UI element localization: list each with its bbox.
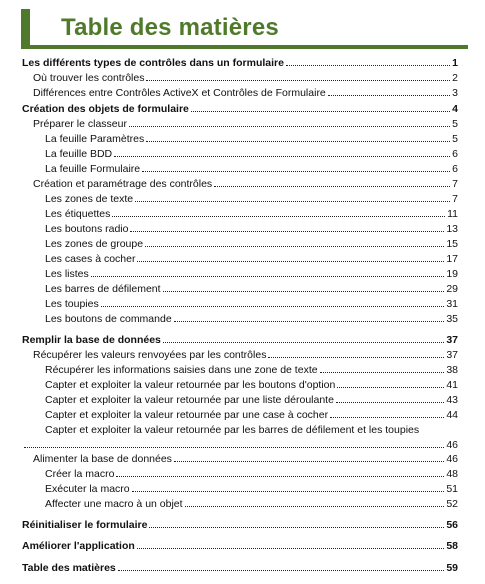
- dot-leader: [101, 306, 445, 307]
- toc-page-number: 41: [446, 379, 458, 391]
- toc-entry-text: Préparer le classeur: [33, 118, 127, 130]
- toc-page-number: 11: [447, 208, 458, 220]
- toc-entry[interactable]: [45, 206, 458, 220]
- toc-entry[interactable]: [45, 161, 458, 175]
- dot-leader: [137, 548, 445, 549]
- toc-page-number: 29: [446, 283, 458, 295]
- dot-leader: [146, 141, 450, 142]
- dot-leader: [328, 95, 450, 96]
- toc-entry[interactable]: [45, 266, 458, 280]
- toc-page-number: 56: [446, 519, 458, 531]
- dot-leader: [191, 111, 450, 112]
- toc-page-number: 13: [446, 223, 458, 235]
- toc-entry[interactable]: [45, 251, 458, 265]
- toc-entry[interactable]: [45, 407, 458, 421]
- toc-entry-text: La feuille BDD: [45, 148, 113, 160]
- dot-leader: [320, 372, 445, 373]
- dot-leader: [112, 216, 445, 217]
- toc-page-number: 5: [452, 118, 458, 130]
- dot-leader: [174, 321, 445, 322]
- toc-entry[interactable]: [22, 101, 458, 115]
- dot-leader: [336, 402, 444, 403]
- toc-entry[interactable]: [45, 481, 458, 495]
- toc-page-number: 7: [452, 178, 458, 190]
- dot-leader: [337, 387, 444, 388]
- dot-leader: [91, 276, 445, 277]
- toc-page-number: 3: [452, 87, 458, 99]
- toc-entry-text: Capter et exploiter la valeur retournée par les boutons d'option: [45, 379, 336, 391]
- toc-page-number: 51: [446, 483, 458, 495]
- toc-entry-text: La feuille Paramètres: [45, 133, 145, 145]
- dot-leader: [114, 156, 450, 157]
- toc-entry-text: Les barres de défilement: [45, 283, 161, 295]
- dot-leader: [330, 417, 444, 418]
- toc-entry[interactable]: [45, 362, 458, 376]
- toc-entry-text: Les toupies: [45, 298, 99, 310]
- toc-entry-text: Les étiquettes: [45, 208, 111, 220]
- toc-entry-text: Les boutons de commande: [45, 313, 172, 325]
- dot-leader: [130, 231, 444, 232]
- toc-entry-text: Exécuter la macro: [45, 483, 130, 495]
- toc-entry-text: Création des objets de formulaire: [22, 103, 189, 115]
- toc-page-number: 46: [446, 453, 458, 465]
- toc-page-number: 5: [452, 133, 458, 145]
- toc-page-number: 15: [446, 238, 458, 250]
- dot-leader: [116, 476, 444, 477]
- toc-entry[interactable]: [45, 191, 458, 205]
- toc-page-number: 44: [446, 409, 458, 421]
- toc-page-number: 38: [446, 364, 458, 376]
- toc-entry[interactable]: [45, 311, 458, 325]
- toc-entry[interactable]: [45, 496, 458, 510]
- dot-leader: [174, 461, 444, 462]
- dot-leader: [135, 201, 450, 202]
- toc-entry[interactable]: [45, 131, 458, 145]
- toc-page-number: 37: [446, 334, 458, 346]
- toc-page-number: 46: [446, 439, 458, 451]
- toc-page-number: 43: [446, 394, 458, 406]
- toc-page-number: 31: [446, 298, 458, 310]
- toc-page-number: 6: [452, 163, 458, 175]
- dot-leader: [268, 357, 444, 358]
- toc-entry-text: Remplir la base de données: [22, 334, 161, 346]
- toc-entry-text: Différences entre Contrôles ActiveX et Contrôles de Formulaire: [33, 87, 326, 99]
- dot-leader: [163, 342, 444, 343]
- toc-entry-text: Récupérer les informations saisies dans une zone de texte: [45, 364, 318, 376]
- dot-leader: [118, 570, 445, 571]
- toc-entry[interactable]: [33, 347, 458, 361]
- toc-page-number: 7: [452, 193, 458, 205]
- toc-entry-text: Alimenter la base de données: [33, 453, 172, 465]
- toc-entry-text: Les boutons radio: [45, 223, 129, 235]
- toc-entry[interactable]: [33, 85, 458, 99]
- toc-entry-text: Les zones de texte: [45, 193, 134, 205]
- toc-entry-text: Les cases à cocher: [45, 253, 136, 265]
- toc-entry[interactable]: [33, 176, 458, 190]
- toc-page-number: 19: [446, 268, 458, 280]
- toc-entry[interactable]: [45, 221, 458, 235]
- toc-entry[interactable]: [22, 538, 458, 552]
- toc-page-number: 52: [446, 498, 458, 510]
- toc-entry[interactable]: [45, 422, 462, 436]
- dot-leader: [24, 447, 444, 448]
- toc-entry[interactable]: [33, 116, 458, 130]
- toc-page-number: 1: [452, 57, 458, 69]
- toc-entry[interactable]: [45, 296, 458, 310]
- toc-entry-text: Capter et exploiter la valeur retournée par une liste déroulante: [45, 394, 334, 406]
- toc-entry-text: Améliorer l'application: [22, 540, 135, 552]
- toc-entry-text: Table des matières: [22, 562, 116, 574]
- toc-entry[interactable]: [22, 332, 458, 346]
- toc-entry-text: Les différents types de contrôles dans un formulaire: [22, 57, 284, 69]
- dot-leader: [132, 491, 445, 492]
- dot-leader: [185, 506, 445, 507]
- toc-entry-continuation[interactable]: [22, 437, 458, 451]
- toc-entry[interactable]: [22, 560, 458, 574]
- toc-entry-text: Où trouver les contrôles: [33, 72, 145, 84]
- toc-entry[interactable]: [33, 70, 458, 84]
- dot-leader: [146, 80, 450, 81]
- toc-entry[interactable]: [33, 451, 458, 465]
- toc-entry[interactable]: [22, 55, 458, 69]
- toc-page-number: 59: [446, 562, 458, 574]
- dot-leader: [137, 261, 444, 262]
- toc-entry[interactable]: [45, 466, 458, 480]
- dot-leader: [286, 65, 450, 66]
- toc-entry-text: Réinitialiser le formulaire: [22, 519, 148, 531]
- page-title: Table des matières: [61, 14, 279, 41]
- toc-page-number: 48: [446, 468, 458, 480]
- toc-entry[interactable]: [22, 517, 458, 531]
- dot-leader: [163, 291, 445, 292]
- toc-entry[interactable]: [45, 392, 458, 406]
- toc-entry-text: Les zones de groupe: [45, 238, 144, 250]
- toc-entry[interactable]: [45, 281, 458, 295]
- toc-page-number: 6: [452, 148, 458, 160]
- toc-page-number: 37: [446, 349, 458, 361]
- toc-entry-text: Récupérer les valeurs renvoyées par les contrôles: [33, 349, 267, 361]
- toc-entry-text: Création et paramétrage des contrôles: [33, 178, 213, 190]
- toc-entry-text: Affecter une macro à un objet: [45, 498, 183, 510]
- dot-leader: [129, 126, 450, 127]
- toc-page-number: 58: [446, 540, 458, 552]
- toc-page-number: 35: [446, 313, 458, 325]
- toc-entry[interactable]: [45, 146, 458, 160]
- toc-entry[interactable]: [45, 236, 458, 250]
- dot-leader: [149, 527, 444, 528]
- toc-entry-text: La feuille Formulaire: [45, 163, 141, 175]
- toc-page-number: 4: [452, 103, 458, 115]
- toc-page-number: 2: [452, 72, 458, 84]
- toc-entry-text: Capter et exploiter la valeur retournée par une case à cocher: [45, 409, 329, 421]
- toc-entry-text: Capter et exploiter la valeur retournée par les barres de défilement et les toupies: [45, 424, 420, 436]
- toc-entry[interactable]: [45, 377, 458, 391]
- dot-leader: [142, 171, 450, 172]
- toc-entry-text: Les listes: [45, 268, 89, 280]
- dot-leader: [214, 186, 450, 187]
- toc-entry-text: Créer la macro: [45, 468, 115, 480]
- dot-leader: [145, 246, 444, 247]
- toc-page-number: 17: [446, 253, 458, 265]
